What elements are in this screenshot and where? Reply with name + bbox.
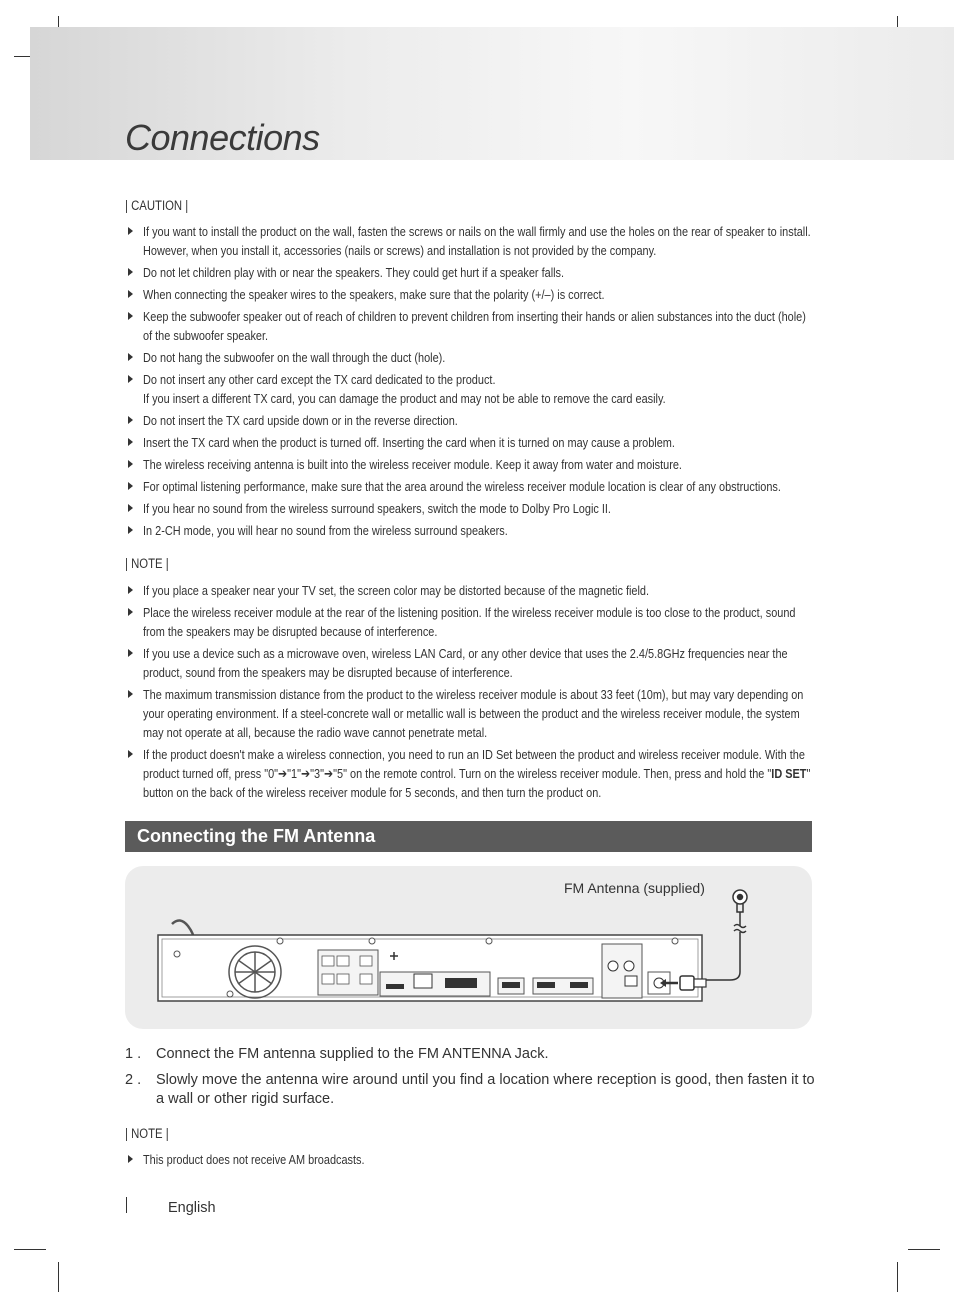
fm-antenna-icon (706, 890, 747, 980)
list-item: In 2-CH mode, you will hear no sound from the wireless surround speakers. (125, 521, 813, 540)
crop-mark (897, 1262, 898, 1292)
list-item: When connecting the speaker wires to the speakers, make sure that the polarity (+/–) is correct. (125, 285, 813, 304)
note-list (125, 581, 813, 805)
list-item: Insert the TX card when the product is turned off. Inserting the card when it is turned on may cause a problem. (125, 433, 813, 452)
section-title: Connecting the FM Antenna (125, 821, 812, 852)
list-item: If you hear no sound from the wireless surround speakers, switch the mode to Dolby Pro Logic II. (125, 499, 813, 518)
list-item: Do not hang the subwoofer on the wall through the duct (hole). (125, 348, 813, 367)
note-list-2 (125, 1150, 813, 1172)
list-item: For optimal listening performance, make sure that the area around the wireless receiver module location is clear of any obstructions. (125, 477, 813, 496)
step-item: 1 . Connect the FM antenna supplied to the FM ANTENNA Jack. (125, 1046, 549, 1062)
step-item: 2 . Slowly move the antenna wire around until you find a location where reception is good, then fasten it to a wall or other rigid surface. (125, 1072, 815, 1107)
page-title: Connections (125, 117, 320, 158)
list-item: Do not insert any other card except the TX card dedicated to the product. If you insert a different TX card, you can damage the product and may not be able to remove the card easily. (125, 370, 813, 408)
crop-mark (908, 1249, 940, 1250)
caution-list (125, 222, 813, 543)
list-item: If you place a speaker near your TV set, the screen color may be distorted because of the magnetic field. (125, 581, 813, 600)
note-label-2: | NOTE | (125, 1126, 169, 1141)
list-item: Keep the subwoofer speaker out of reach of children to prevent children from inserting their hands or alien substances into the duct (hole) of the subwoofer speaker. (125, 307, 813, 345)
step-list (125, 1045, 815, 1116)
list-item: This product does not receive AM broadcasts. (125, 1150, 813, 1169)
crop-mark (58, 1262, 59, 1292)
note-label: | NOTE | (125, 556, 169, 571)
list-item: If you want to install the product on the wall, fasten the screws or nails on the wall firmly and use the holes on the rear of speaker to install. However, when you install it, accessories (nails or screws) and installation is not provided by the company. (125, 222, 813, 260)
list-item: If you use a device such as a microwave oven, wireless LAN Card, or any other device that uses the 2.4/5.8GHz frequencies near the product, sound from the speakers may be disrupted because of interference. (125, 644, 813, 682)
caution-label: | CAUTION | (125, 198, 189, 213)
list-item: The maximum transmission distance from the product to the wireless receiver module is about 33 feet (10m), but may vary depending on your operating environment. If a steel-concrete wall or metallic wall is between the product and the wireless receiver module, the system may not operate at all, because the radio wave cannot penetrate metal. (125, 685, 813, 742)
list-item: If the product doesn't make a wireless connection, you need to run an ID Set between the product and wireless receiver module. With the product turned off, press "0"➔"1"➔"3"➔"5" on the remote control. Turn on the wireless receiver module. Then, press and hold the "ID SET" button on the back of the wireless receiver module for 5 seconds, and then turn the product on. (125, 745, 813, 802)
rear-panel-diagram (150, 880, 760, 1015)
list-item: Place the wireless receiver module at the rear of the listening position. If the wireless receiver module is too close to the product, sound from the speakers may be disrupted because of interference. (125, 603, 813, 641)
footer-language: English (168, 1200, 216, 1216)
fan-grille-icon (229, 946, 281, 998)
crop-mark (14, 1249, 46, 1250)
footer-divider (126, 1197, 127, 1213)
diagram-caption: FM Antenna (supplied) (564, 880, 705, 896)
list-item: Do not let children play with or near the speakers. They could get hurt if a speaker falls. (125, 263, 813, 282)
list-item: The wireless receiving antenna is built into the wireless receiver module. Keep it away from water and moisture. (125, 455, 813, 474)
list-item: Do not insert the TX card upside down or in the reverse direction. (125, 411, 813, 430)
